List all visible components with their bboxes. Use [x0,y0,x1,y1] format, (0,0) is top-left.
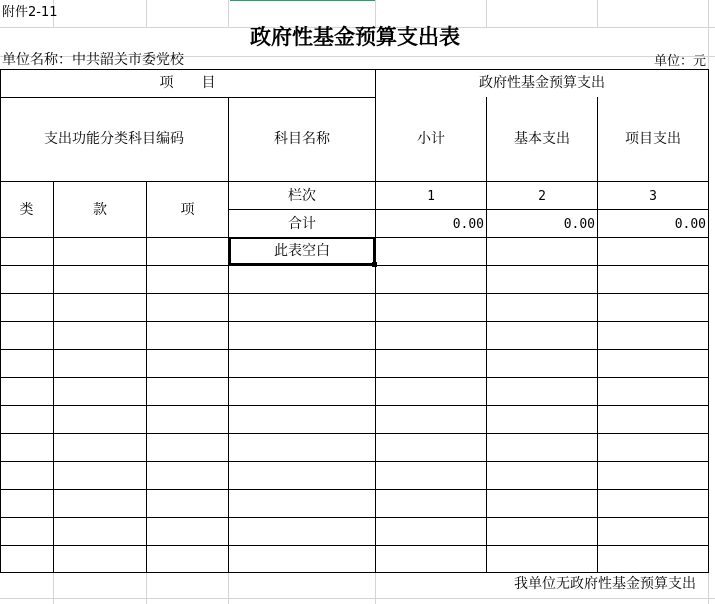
header-fund-expenditure: 政府性基金预算支出 [479,75,605,91]
header-kuan: 款 [93,202,107,218]
unit-label: 单位：元 [653,54,706,69]
total-subtotal: 0.00 [452,217,484,232]
total-label: 合计 [288,216,316,232]
header-basic-expense: 基本支出 [514,131,570,147]
column-no-2: 2 [538,189,546,204]
header-subtotal: 小计 [417,131,445,147]
blank-note: 此表空白 [274,243,330,259]
column-no-label: 栏次 [288,188,316,204]
total-project-expense: 0.00 [674,217,706,232]
unit-name-label: 单位名称：中共韶关市委党校 [2,52,184,68]
footer-note: 我单位无政府性基金预算支出 [514,576,696,592]
header-function-code: 支出功能分类科目编码 [44,131,184,147]
header-subject-name: 科目名称 [274,131,330,147]
header-project: 项 目 [159,75,216,91]
header-project-expense: 项目支出 [625,131,681,147]
column-no-1: 1 [427,189,435,204]
page-title: 政府性基金预算支出表 [250,24,460,49]
total-basic-expense: 0.00 [563,217,595,232]
header-lei: 类 [19,202,34,218]
fill-handle[interactable] [372,262,377,267]
column-no-3: 3 [649,189,657,204]
attachment-label: 附件2-11 [2,5,58,20]
header-xiang: 项 [180,202,195,218]
